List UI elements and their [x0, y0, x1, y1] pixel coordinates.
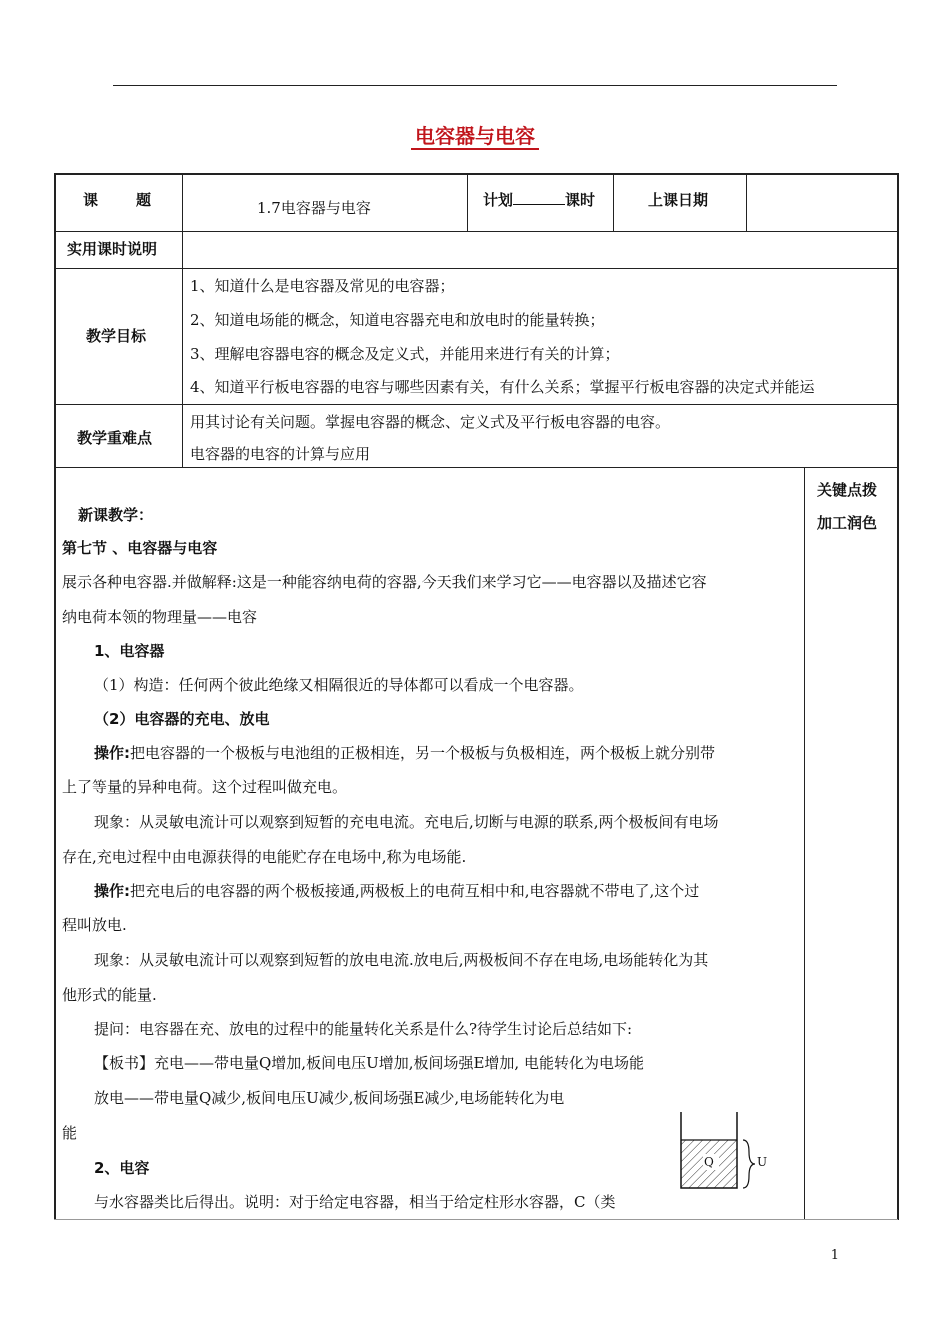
col-divider: [467, 173, 468, 231]
tank-voltage-label: U: [757, 1155, 768, 1169]
table-border-top: [54, 173, 898, 175]
intro-text: 展示各种电容器.并做解释:这是一种能容纳电荷的容器,今天我们来学习它——电容器以及描述它容: [62, 573, 707, 591]
subheading-capacitance: 2、电容: [94, 1159, 150, 1177]
table-bottom: [54, 1219, 898, 1220]
objective-item: 2、知道电场能的概念，知道电容器充电和放电时的能量转换；: [190, 311, 605, 329]
col-divider: [804, 467, 805, 1219]
plan-hours: 计划 课时: [483, 191, 596, 209]
keypoints-label: 教学重难点: [77, 429, 153, 447]
table-border-left: [54, 173, 56, 1220]
col-divider: [746, 173, 747, 231]
operation-label: 操作:: [94, 882, 130, 900]
analogy-text: 与水容器类比后得出。说明：对于给定电容器，相当于给定柱形水容器，C（类: [94, 1193, 616, 1211]
intro-text: 纳电荷本领的物理量——电容: [62, 608, 258, 626]
table-border-right: [897, 173, 899, 1220]
usage-label: 实用课时说明: [67, 240, 158, 258]
row-divider: [54, 404, 898, 405]
structure-text: （1）构造：任何两个彼此绝缘又相隔很近的导体都可以看成一个电容器。: [94, 676, 584, 694]
phenomenon-discharge: 现象：从灵敏电流计可以观察到短暂的放电电流.放电后,两极板间不存在电场,电场能转化为其: [94, 951, 709, 969]
page-title: 电容器与电容: [0, 120, 950, 149]
phenomenon-charge-cont: 存在,充电过程中由电源获得的电能贮存在电场中,称为电场能.: [62, 848, 467, 866]
operation-discharge: 操作:把充电后的电容器的两个极板接通,两极板上的电荷互相中和,电容器就不带电了,这个过: [94, 882, 700, 900]
phenomenon-charge: 现象：从灵敏电流计可以观察到短暂的充电电流。充电后,切断与电源的联系,两个极板间有电场: [94, 813, 719, 831]
water-tank-figure: [675, 1108, 775, 1196]
objectives-label: 教学目标: [86, 327, 147, 345]
phenomenon-discharge-cont: 他形式的能量.: [62, 986, 157, 1004]
row-divider: [54, 467, 898, 468]
row-divider: [54, 268, 898, 269]
topic-label: 课 题: [83, 191, 152, 209]
objective-item: 3、理解电容器电容的概念及定义式，并能用来进行有关的计算；: [190, 345, 620, 363]
board-note-discharge: 放电——带电量Q减少,板间电压U减少,板间场强E减少,电场能转化为电: [94, 1089, 565, 1107]
keypoint-item: 电容器的电容的计算与应用: [190, 445, 371, 463]
keypoint-item: 用其讨论有关问题。掌握电容器的概念、定义式及平行板电容器的电容。: [190, 413, 671, 431]
topic-value: 1.7电容器与电容: [257, 199, 371, 217]
board-note-charge: 【板书】充电——带电量Q增加,板间电压U增加,板间场强E增加, 电能转化为电场能: [94, 1054, 644, 1072]
side-note-polish: 加工润色: [817, 514, 878, 532]
charge-discharge-heading: （2）电容器的充电、放电: [94, 710, 270, 728]
row-divider: [54, 231, 898, 232]
new-lesson-heading: 新课教学：: [78, 506, 154, 524]
question-text: 提问：电容器在充、放电的过程中的能量转化关系是什么?待学生讨论后总结如下:: [94, 1020, 633, 1038]
col-divider: [613, 173, 614, 231]
operation-charge: 操作:把电容器的一个极板与电池组的正极相连，另一个极板与负极相连，两个极板上就分别带: [94, 744, 716, 762]
side-note-key-points: 关键点拨: [817, 481, 878, 499]
header-rule: [113, 85, 837, 86]
objective-item: 1、知道什么是电容器及常见的电容器；: [190, 277, 455, 295]
operation-discharge-cont: 程叫放电.: [62, 916, 127, 934]
objective-item: 4、知道平行板电容器的电容与哪些因素有关，有什么关系；掌握平行板电容器的决定式并能运: [190, 378, 815, 396]
operation-charge-cont: 上了等量的异种电荷。这个过程叫做充电。: [62, 778, 348, 796]
section-heading: 第七节 、电容器与电容: [62, 539, 218, 557]
col-divider: [182, 173, 183, 467]
tank-charge-label: Q: [704, 1155, 714, 1169]
class-date-label: 上课日期: [648, 191, 709, 209]
board-note-discharge-cont: 能: [62, 1124, 78, 1142]
subheading-capacitor: 1、电容器: [94, 642, 165, 660]
page-number: 1: [830, 1248, 839, 1263]
operation-label: 操作:: [94, 744, 130, 762]
